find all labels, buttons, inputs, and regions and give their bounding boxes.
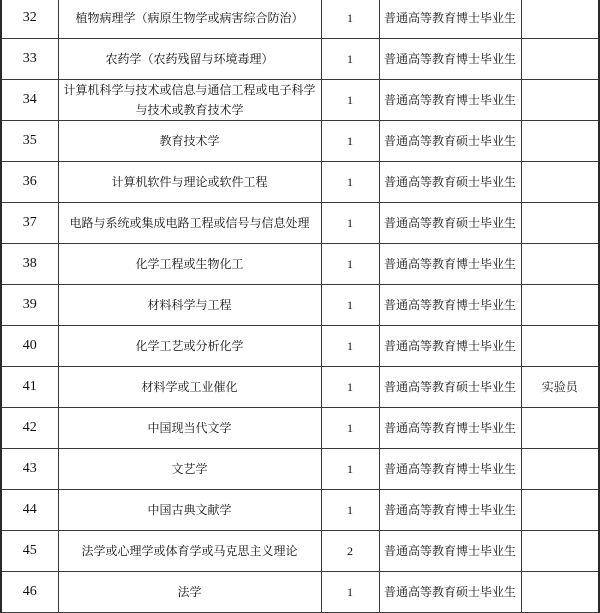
cell-number: 34 [1,80,58,121]
cell-count: 1 [321,203,379,244]
cell-education: 普通高等教育博士毕业生 [379,490,521,531]
cell-education: 普通高等教育硕士毕业生 [379,121,521,162]
cell-education: 普通高等教育硕士毕业生 [379,572,521,613]
cell-major: 农药学（农药残留与环境毒理） [58,39,321,80]
cell-major: 教育技术学 [58,121,321,162]
cell-major: 化学工艺或分析化学 [58,326,321,367]
cell-education: 普通高等教育博士毕业生 [379,449,521,490]
table-row [1,326,600,367]
cell-education: 普通高等教育博士毕业生 [379,531,521,572]
table-row [1,162,600,203]
table-row [1,80,600,121]
cell-count: 1 [321,244,379,285]
cell-count: 1 [321,326,379,367]
cell-education: 普通高等教育博士毕业生 [379,0,521,39]
cell-count: 1 [321,572,379,613]
cell-count: 1 [321,408,379,449]
table-row [1,39,600,80]
cell-major: 计算机软件与理论或软件工程 [58,162,321,203]
cell-note [521,121,599,162]
cell-note [521,0,599,39]
cell-major: 计算机科学与技术或信息与通信工程或电子科学与技术或教育技术学 [58,80,321,121]
cell-count: 2 [321,531,379,572]
cell-note [521,162,599,203]
cell-education: 普通高等教育博士毕业生 [379,285,521,326]
cell-education: 普通高等教育硕士毕业生 [379,367,521,408]
cell-note [521,203,599,244]
cell-count: 1 [321,39,379,80]
cell-major: 法学或心理学或体育学或马克思主义理论 [58,531,321,572]
cell-major: 化学工程或生物化工 [58,244,321,285]
cell-number: 44 [1,490,58,531]
cell-number: 43 [1,449,58,490]
cell-number: 36 [1,162,58,203]
cell-number: 37 [1,203,58,244]
cell-count: 1 [321,80,379,121]
cell-major: 材料科学与工程 [58,285,321,326]
cell-major: 文艺学 [58,449,321,490]
cell-note [521,449,599,490]
cell-education: 普通高等教育博士毕业生 [379,39,521,80]
cell-count: 1 [321,367,379,408]
cell-note [521,531,599,572]
cell-number: 46 [1,572,58,613]
cell-education: 普通高等教育硕士毕业生 [379,203,521,244]
cell-major: 法学 [58,572,321,613]
table-body [1,0,600,613]
table-row [1,285,600,326]
cell-number: 45 [1,531,58,572]
cell-count: 1 [321,121,379,162]
cell-note [521,490,599,531]
cell-major: 中国现当代文学 [58,408,321,449]
cell-note [521,285,599,326]
cell-note [521,408,599,449]
cell-education: 普通高等教育硕士毕业生 [379,162,521,203]
cell-major: 中国古典文献学 [58,490,321,531]
table-row [1,203,600,244]
table-row [1,367,600,408]
cell-number: 41 [1,367,58,408]
cell-note: 实验员 [521,367,599,408]
cell-note [521,572,599,613]
cell-number: 33 [1,39,58,80]
table-row [1,490,600,531]
table-row [1,0,600,39]
cell-education: 普通高等教育博士毕业生 [379,80,521,121]
cell-major: 植物病理学（病原生物学或病害综合防治） [58,0,321,39]
cell-number: 38 [1,244,58,285]
cell-number: 35 [1,121,58,162]
table-row [1,121,600,162]
cell-note [521,80,599,121]
cell-note [521,39,599,80]
cell-major: 材料学或工业催化 [58,367,321,408]
cell-education: 普通高等教育博士毕业生 [379,244,521,285]
cell-count: 1 [321,490,379,531]
cell-number: 39 [1,285,58,326]
cell-count: 1 [321,0,379,39]
table-row [1,572,600,613]
cell-education: 普通高等教育博士毕业生 [379,326,521,367]
cell-major: 电路与系统或集成电路工程或信号与信息处理 [58,203,321,244]
cell-education: 普通高等教育博士毕业生 [379,408,521,449]
table-row [1,408,600,449]
cell-note [521,244,599,285]
cell-number: 32 [1,0,58,39]
cell-count: 1 [321,285,379,326]
table-row [1,244,600,285]
cell-count: 1 [321,449,379,490]
cell-note [521,326,599,367]
table-row [1,449,600,490]
cell-count: 1 [321,162,379,203]
table-row [1,531,600,572]
cell-number: 42 [1,408,58,449]
cell-number: 40 [1,326,58,367]
